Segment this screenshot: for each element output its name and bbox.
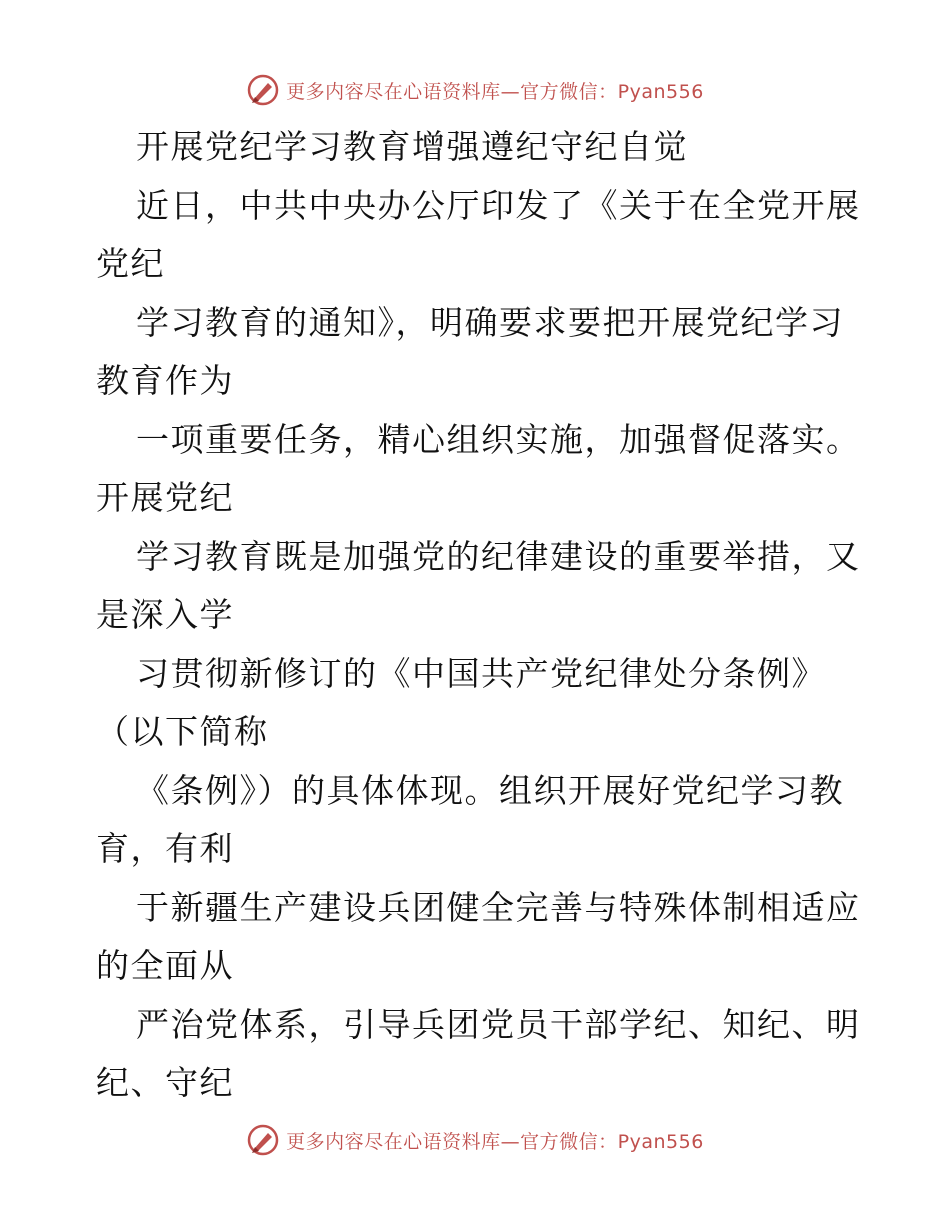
text-line: 近日，中共中央办公厅印发了《关于在全党开展 [136, 185, 861, 225]
text-line: 学习教育的通知》，明确要求要把开展党纪学习 [136, 302, 844, 342]
text-line: 《条例》）的具体体现。组织开展好党纪学习教 [136, 770, 844, 810]
text-line: 教育作为 [96, 361, 234, 400]
text-line: 学习教育既是加强党的纪律建设的重要举措，又 [136, 536, 861, 576]
text-line: （以下简称 [96, 712, 269, 751]
header-banner-text: 更多内容尽在心语资料库—官方微信：Pyan556 [286, 80, 704, 103]
text-line: 党纪 [96, 244, 165, 283]
text-line: 是深入学 [96, 595, 234, 634]
pen-logo-icon [246, 1123, 280, 1157]
header-banner [0, 70, 950, 110]
pen-logo-icon [246, 73, 280, 107]
text-line: 严治党体系，引导兵团党员干部学纪、知纪、明 [136, 1004, 861, 1044]
text-line: 于新疆生产建设兵团健全完善与特殊体制相适应 [136, 887, 861, 927]
text-line: 开展党纪学习教育增强遵纪守纪自觉 [136, 127, 688, 166]
text-line: 育，有利 [96, 829, 234, 868]
footer-banner-text: 更多内容尽在心语资料库—官方微信：Pyan556 [286, 1130, 704, 1153]
text-line: 纪、守纪 [96, 1063, 234, 1102]
text-line: 的全面从 [96, 946, 234, 985]
document-body [96, 118, 861, 1113]
text-line: 开展党纪 [96, 478, 234, 517]
text-line: 习贯彻新修订的《中国共产党纪律处分条例》 [136, 653, 826, 693]
footer-banner [0, 1120, 950, 1160]
text-line: 一项重要任务，精心组织实施，加强督促落实。 [136, 419, 861, 459]
